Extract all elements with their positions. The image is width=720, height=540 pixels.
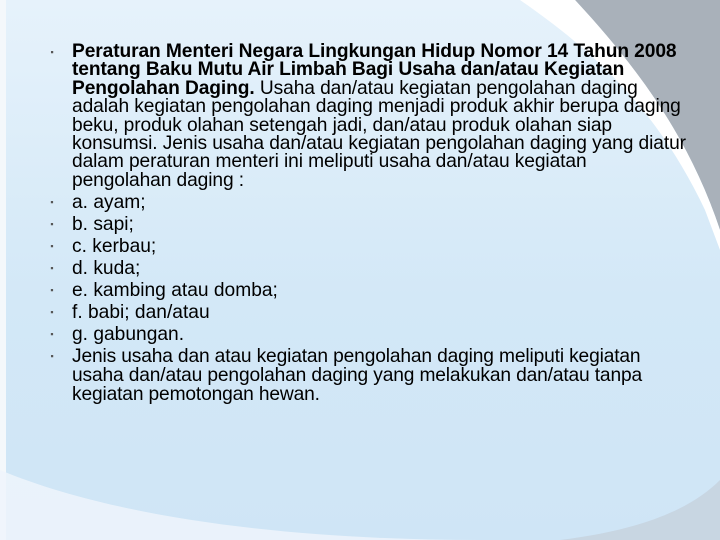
bullet-icon: ▪ (50, 47, 54, 57)
bullet-icon: ▪ (50, 218, 54, 229)
list-item (46, 193, 686, 213)
item-text: Usaha dan/atau kegiatan pengolahan daging adalah kegiatan pengolahan daging menjadi produk akhir berupa daging beku, produk olahan setengah jadi, dan/atau produk olahan siap konsumsi. Jenis usaha dan/atau kegiatan pengolahan daging yang diatur dalam peraturan menteri ini meliputi usaha dan/atau kegiatan pengolahan daging : (72, 77, 686, 191)
item-text: f. babi; dan/atau (72, 301, 210, 323)
bullet-list (46, 43, 686, 404)
list-item (46, 347, 686, 405)
regulation-title: Peraturan Menteri Negara Lingkungan Hidup Nomor 14 Tahun 2008 tentang Baku Mutu Air Limbah Bagi Usaha dan/atau Kegiatan Pengolahan Daging. (72, 41, 677, 99)
item-text: Jenis usaha dan atau kegiatan pengolahan daging meliputi kegiatan usaha dan/atau pengolahan daging yang melakukan dan/atau tanpa kegiatan pemotongan hewan. (72, 345, 643, 406)
item-text: e. kambing atau domba; (72, 279, 278, 301)
bullet-icon: ▪ (50, 262, 54, 273)
item-text: a. ayam; (72, 191, 146, 213)
bullet-icon: ▪ (50, 350, 54, 361)
list-item (46, 303, 686, 323)
item-text: c. kerbau; (72, 235, 157, 257)
list-item (46, 43, 686, 190)
bullet-icon: ▪ (50, 240, 54, 251)
list-item (46, 215, 686, 235)
list-item (46, 281, 686, 301)
list-item (46, 237, 686, 257)
bullet-icon: ▪ (50, 284, 54, 295)
list-item (46, 325, 686, 345)
bullet-icon: ▪ (50, 306, 54, 317)
bullet-icon: ▪ (50, 196, 54, 207)
item-text: d. kuda; (72, 257, 141, 279)
item-text: b. sapi; (72, 213, 134, 235)
item-text: g. gabungan. (72, 323, 185, 345)
list-item (46, 259, 686, 279)
bullet-icon: ▪ (50, 328, 54, 339)
